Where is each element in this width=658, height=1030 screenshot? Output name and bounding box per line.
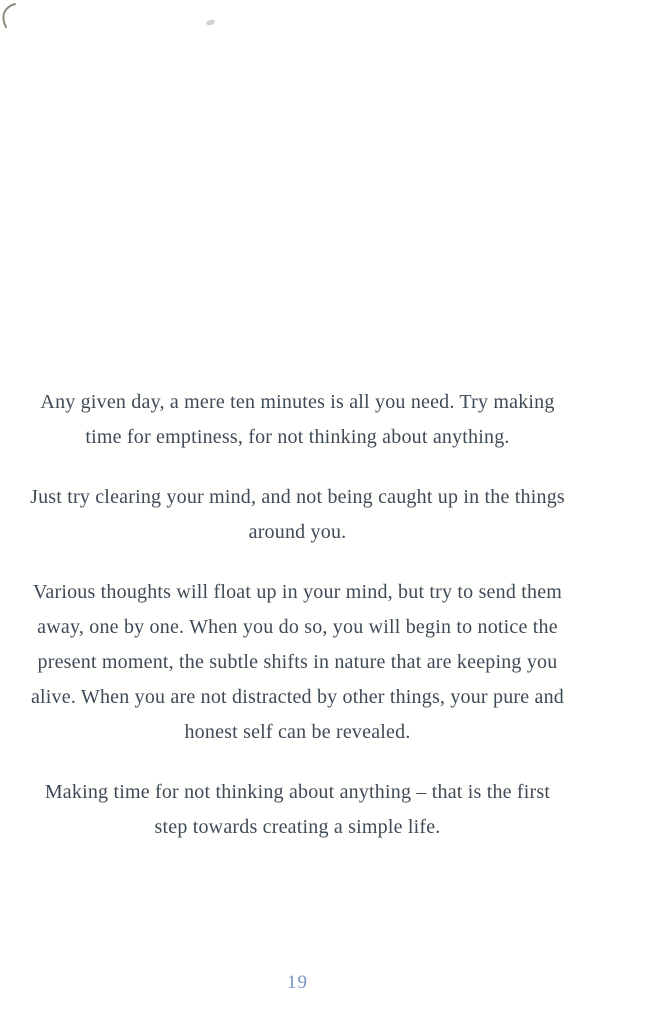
page-text	[30, 385, 565, 870]
paragraph-4: Making time for not thinking about anything – that is the first step towards creating a simple life.	[44, 781, 551, 838]
paragraph-1: Any given day, a mere ten minutes is all you need. Try making time for emptiness, for not thinking about anything.	[40, 391, 555, 448]
paragraph-3: Various thoughts will float up in your mind, but try to send them away, one by one. When you do so, you will begin to notice the present moment, the subtle shifts in nature that are keeping you alive. When you are not distracted by other things, your pure and honest self can be revealed.	[30, 581, 565, 743]
pen-stroke-artifact-icon	[0, 2, 22, 32]
page-number: 19	[287, 972, 308, 993]
smudge-artifact-icon	[206, 19, 216, 26]
paragraph-2: Just try clearing your mind, and not being caught up in the things around you.	[30, 486, 565, 543]
